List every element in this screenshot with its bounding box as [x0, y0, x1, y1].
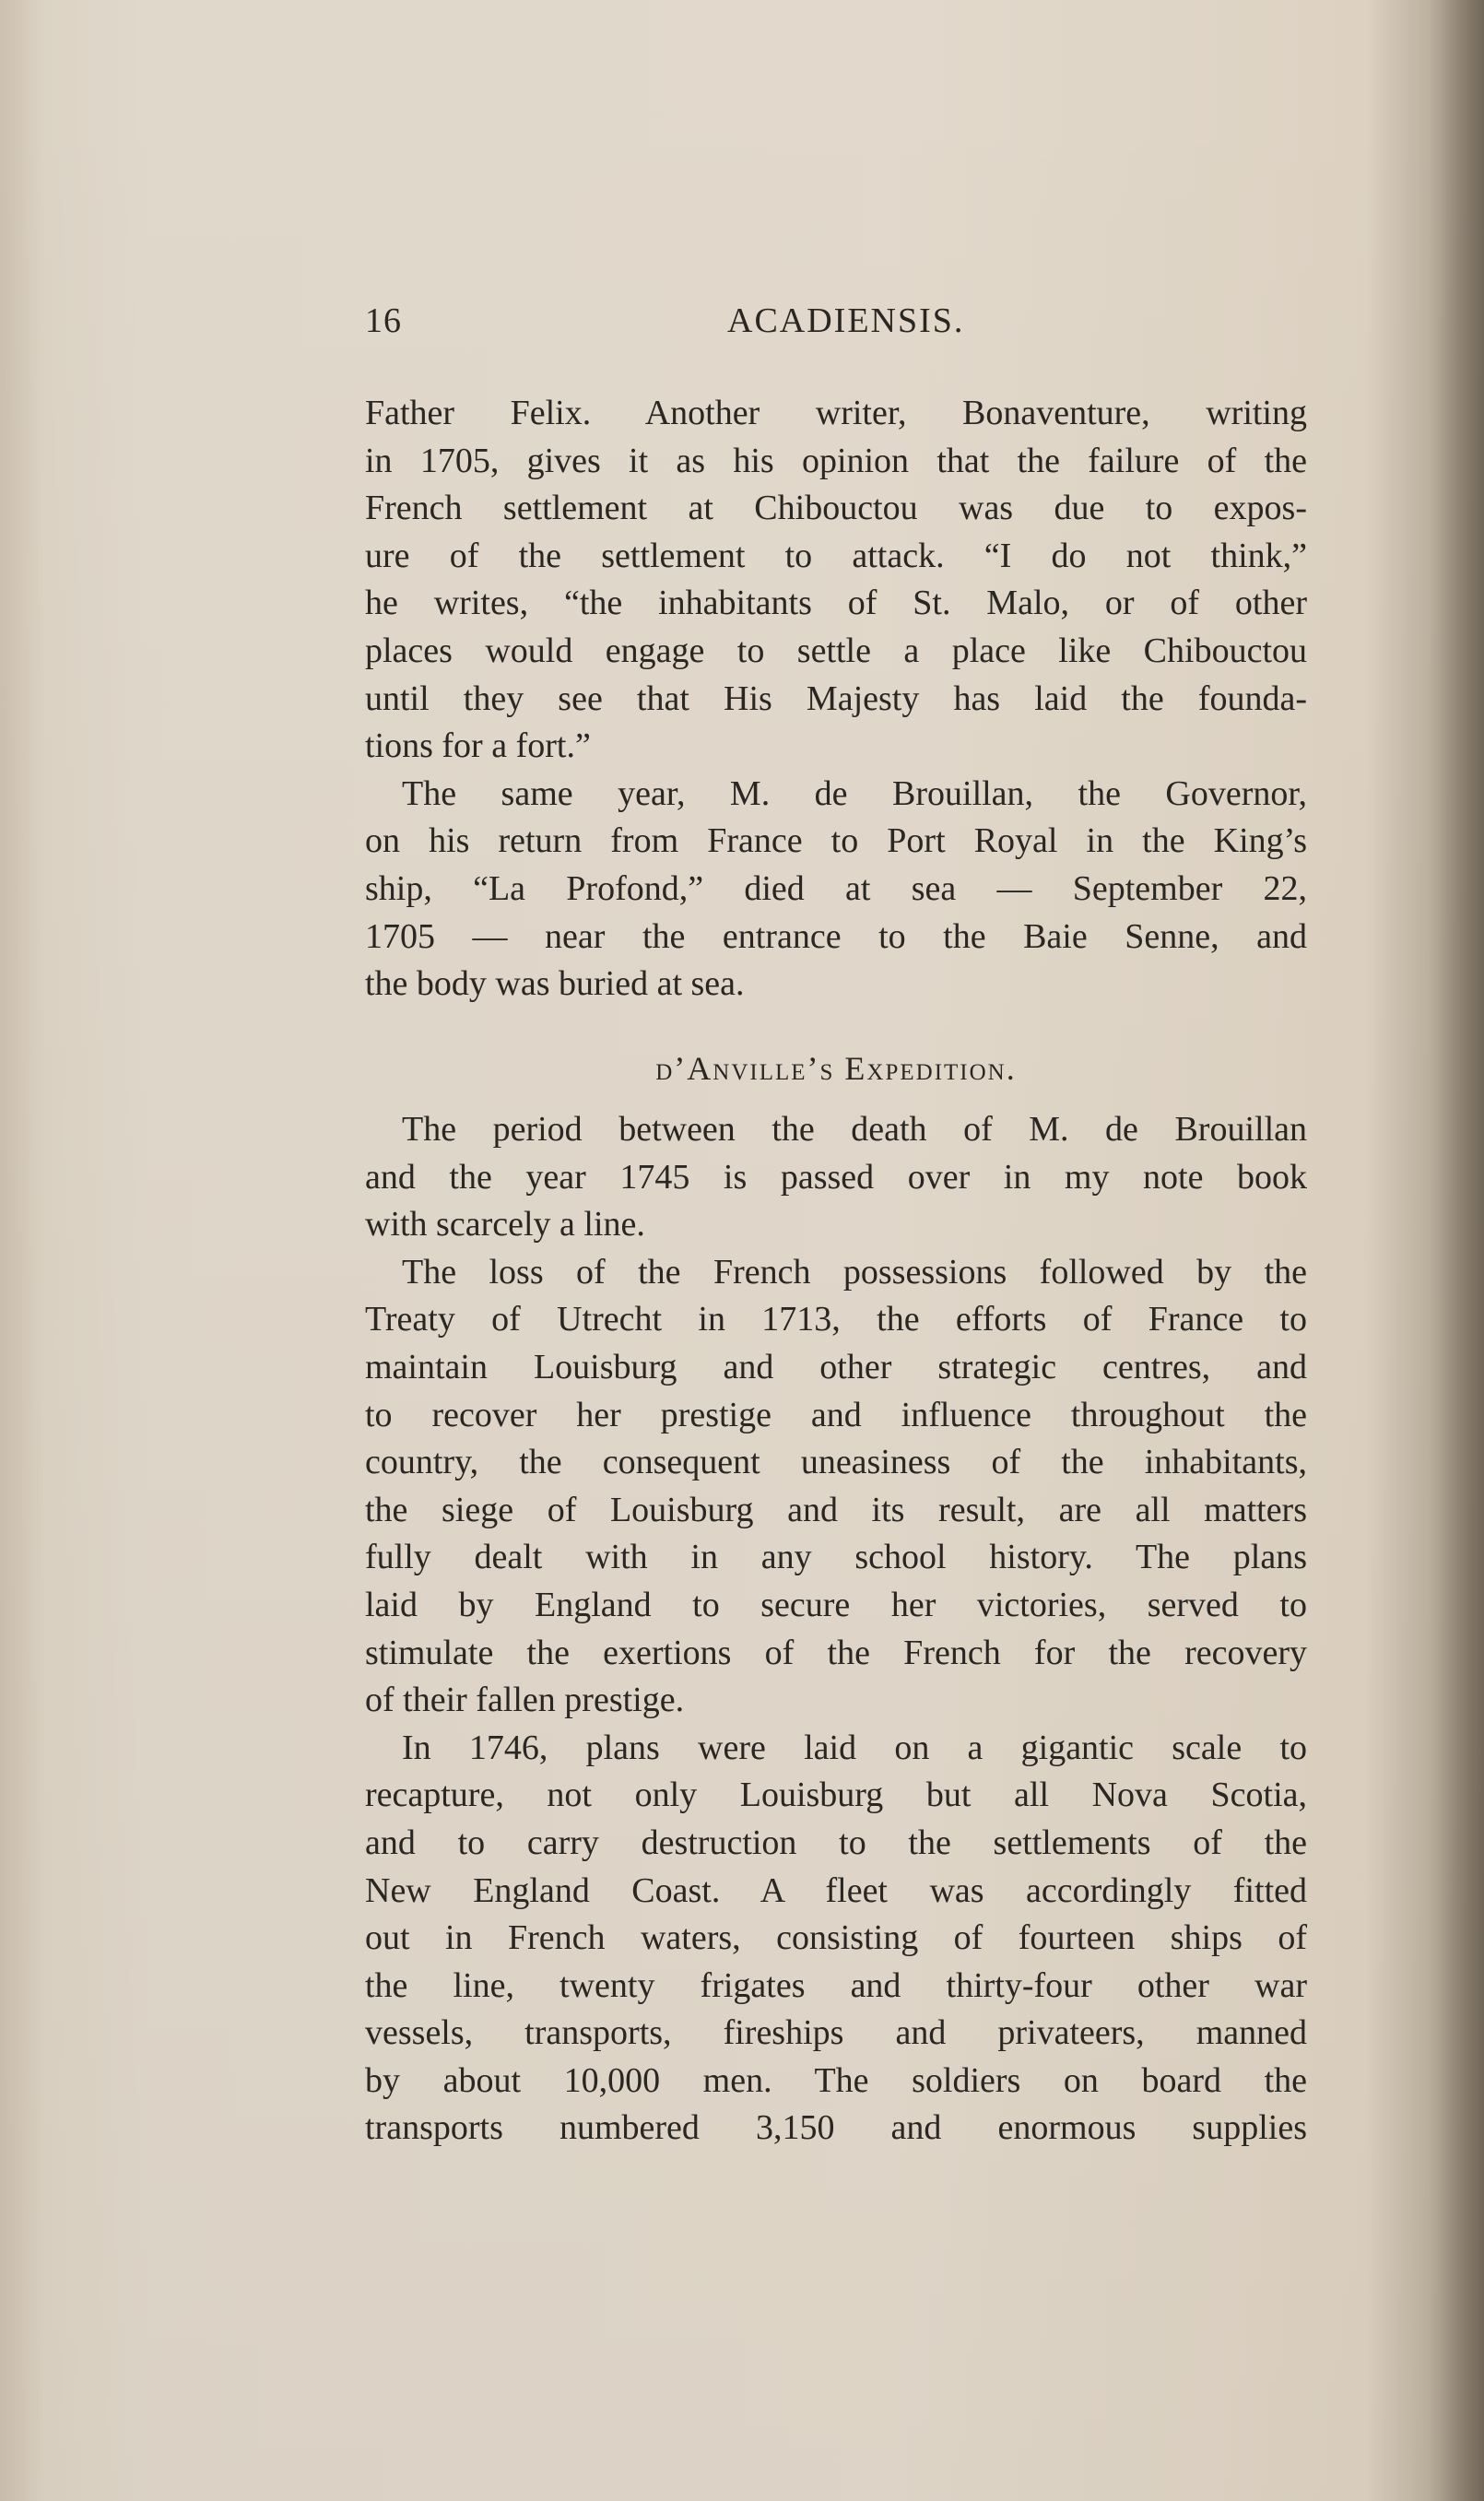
text-line: French settlement at Chibouctou was due to expos- [365, 489, 1307, 528]
text-line: New England Coast. A fleet was accordingly fitted [365, 1870, 1307, 1910]
text-line: until they see that His Majesty has laid the founda- [365, 678, 1307, 718]
book-spine-shadow [1429, 0, 1484, 2501]
page-header [365, 301, 1307, 343]
text-line: The loss of the French possessions followed by the [402, 1252, 1307, 1292]
text-line: stimulate the exertions of the French for the recovery [365, 1633, 1307, 1672]
text-line: the line, twenty frigates and thirty-four other war [365, 1965, 1307, 2005]
running-title: ACADIENSIS. [727, 301, 965, 340]
text-line: recapture, not only Louisburg but all Nova Scotia, [365, 1775, 1307, 1815]
text-line: maintain Louisburg and other strategic centres, and [365, 1347, 1307, 1386]
page-number: 16 [365, 301, 402, 340]
text-line: transports numbered 3,150 and enormous supplies [365, 2108, 1307, 2148]
text-line: by about 10,000 men. The soldiers on board the [365, 2060, 1307, 2100]
text-line: and to carry destruction to the settlements of the [365, 1823, 1307, 1862]
text-line: 1705 — near the entrance to the Baie Senne, and [365, 916, 1307, 956]
text-line: to recover her prestige and influence throughout the [365, 1395, 1307, 1434]
section-expedition-text [365, 1106, 1307, 2153]
text-line: Father Felix. Another writer, Bonaventure, writing [365, 394, 1307, 432]
text-line: vessels, transports, fireships and privateers, manned [365, 2013, 1307, 2053]
text-line: Treaty of Utrecht in 1713, the efforts of France to [365, 1300, 1307, 1339]
text-line: laid by England to secure her victories, served to [365, 1585, 1307, 1624]
text-line: country, the consequent uneasiness of the inhabitants, [365, 1443, 1307, 1482]
section-brouillan-text [365, 390, 1307, 1009]
text-line: The period between the death of M. de Brouillan [402, 1110, 1307, 1149]
text-line: places would engage to settle a place like Chibouctou [365, 631, 1307, 670]
text-line: out in French waters, consisting of fourteen ships of [365, 1918, 1307, 1958]
text-line: and the year 1745 is passed over in my note book [365, 1157, 1307, 1197]
text-line: ship, “La Profond,” died at sea — September 22, [365, 868, 1307, 908]
text-line: in 1705, gives it as his opinion that the failure of the [365, 441, 1307, 480]
text-line: with scarcely a line. [365, 1205, 645, 1245]
text-line: In 1746, plans were laid on a gigantic scale to [402, 1728, 1307, 1767]
text-line: the siege of Louisburg and its result, are all matters [365, 1490, 1307, 1529]
text-line: The same year, M. de Brouillan, the Governor, [402, 773, 1307, 813]
text-line: fully dealt with in any school history. The plans [365, 1538, 1307, 1577]
text-line: the body was buried at sea. [365, 964, 745, 1004]
text-line: he writes, “the inhabitants of St. Malo, or of other [365, 584, 1307, 623]
text-line: on his return from France to Port Royal in the King’s [365, 821, 1307, 861]
section-heading: d’Anville’s Expedition. [655, 1050, 1017, 1087]
text-line: ure of the settlement to attack. “I do not think,” [365, 536, 1307, 575]
text-line: tions for a fort.” [365, 726, 591, 766]
text-line: of their fallen prestige. [365, 1681, 685, 1720]
